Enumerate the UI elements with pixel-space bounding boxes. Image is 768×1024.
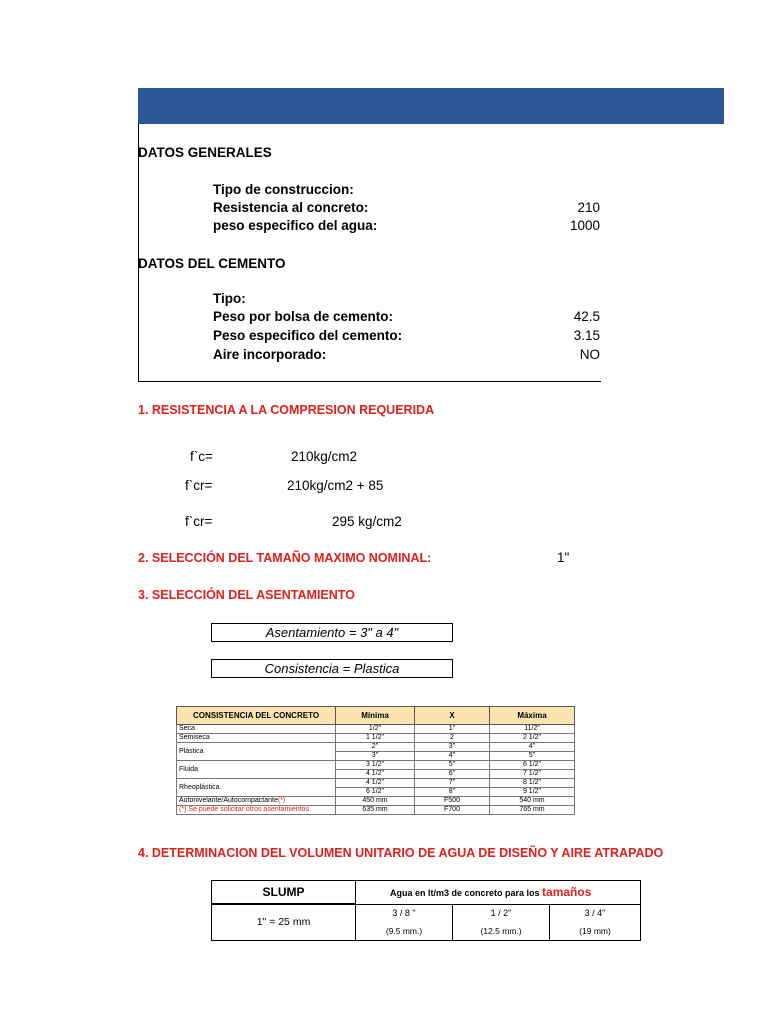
cement-heading: DATOS DEL CEMENTO <box>138 256 286 271</box>
cell: 7 1/2" <box>490 770 575 779</box>
table-row <box>177 797 575 806</box>
slump-value: 1" = 25 mm <box>212 904 356 940</box>
general-heading: DATOS GENERALES <box>138 145 272 160</box>
cell: 11/2" <box>490 725 575 734</box>
col-minima: Mínima <box>336 707 415 725</box>
slump-header: SLUMP <box>212 881 356 905</box>
cell-text: Autonivelante/Autocompactante <box>179 797 278 804</box>
cell: 1 1/2" <box>336 734 415 743</box>
general-label-tipo: Tipo de construccion: <box>213 182 354 197</box>
table-row <box>177 734 575 743</box>
cell: F700 <box>415 806 490 815</box>
cell: Fluida <box>177 761 336 779</box>
header-banner <box>138 88 724 124</box>
cell: 635 mm <box>336 806 415 815</box>
general-label-peso-agua: peso especifico del agua: <box>213 218 378 233</box>
cell: 765 mm <box>490 806 575 815</box>
cell: 2 <box>415 734 490 743</box>
cell: 4 1/2" <box>336 779 415 788</box>
fcr2-label: f`cr= <box>185 514 213 529</box>
cell: 3" <box>415 743 490 752</box>
col-mm: (9.5 mm.) <box>356 922 453 941</box>
cell: 6 1/2" <box>490 761 575 770</box>
col-consistencia: CONSISTENCIA DEL CONCRETO <box>177 707 336 725</box>
cement-value-peso-bolsa: 42.5 <box>573 309 600 324</box>
cell: 2" <box>336 743 415 752</box>
cell: 4" <box>490 743 575 752</box>
cell: 8 1/2" <box>490 779 575 788</box>
col-frac: 3 / 8 " <box>356 904 453 922</box>
table-row <box>212 904 641 922</box>
cell <box>177 797 336 806</box>
cement-value-aire: NO <box>579 347 600 362</box>
general-value-resistencia: 210 <box>577 200 600 215</box>
fc-label: f`c= <box>190 449 213 464</box>
table-row <box>177 743 575 752</box>
cell: 4 1/2" <box>336 770 415 779</box>
cell: 540 mm <box>490 797 575 806</box>
cell: 450 mm <box>336 797 415 806</box>
water-header-red: tamaños <box>542 885 592 900</box>
water-header <box>356 881 641 905</box>
cell: 6" <box>415 770 490 779</box>
cement-label-aire: Aire incorporado: <box>213 347 327 362</box>
cell: 6 1/2" <box>336 788 415 797</box>
cell: Rheoplástica <box>177 779 336 797</box>
cell: Plástica <box>177 743 336 761</box>
slump-table-clip <box>211 880 611 940</box>
data-frame <box>138 124 601 382</box>
cell: 3 1/2" <box>336 761 415 770</box>
col-frac: 3 / 4" <box>550 904 641 922</box>
note-cell: (*) Se puede solicitar otros asentamientos <box>177 806 336 815</box>
cell: 1/2" <box>336 725 415 734</box>
section4-title: 4. DETERMINACION DEL VOLUMEN UNITARIO DE AGUA DE DISEÑO Y AIRE ATRAPADO <box>138 846 664 860</box>
cell: 3" <box>336 752 415 761</box>
cell: 1" <box>415 725 490 734</box>
fcr2-value: 295 kg/cm2 <box>332 514 402 529</box>
cell: 8" <box>415 788 490 797</box>
cell: 5" <box>490 752 575 761</box>
table-header-row <box>177 707 575 725</box>
cement-label-tipo: Tipo: <box>213 291 246 306</box>
section1-title: 1. RESISTENCIA A LA COMPRESION REQUERIDA <box>138 403 435 417</box>
table-row <box>177 761 575 770</box>
cement-label-peso-especifico: Peso especifico del cemento: <box>213 328 403 343</box>
cell: F500 <box>415 797 490 806</box>
table-row <box>177 725 575 734</box>
col-mm: (12.5 mm.) <box>453 922 550 941</box>
table-row <box>177 779 575 788</box>
cement-label-peso-bolsa: Peso por bolsa de cemento: <box>213 309 394 324</box>
table-row <box>177 806 575 815</box>
cell: 5" <box>415 761 490 770</box>
cell: 7" <box>415 779 490 788</box>
general-value-peso-agua: 1000 <box>569 218 600 233</box>
table-row <box>212 881 641 905</box>
fc-value: 210kg/cm2 <box>291 449 358 464</box>
asentamiento-box: Asentamiento = 3" a 4" <box>211 623 453 642</box>
section2-value: 1" <box>557 550 570 565</box>
cement-value-peso-especifico: 3.15 <box>573 328 600 343</box>
cell: 2 1/2" <box>490 734 575 743</box>
col-frac: 1 / 2" <box>453 904 550 922</box>
general-label-resistencia: Resistencia al concreto: <box>213 200 369 215</box>
consistencia-box: Consistencia = Plastica <box>211 659 453 678</box>
col-x: X <box>415 707 490 725</box>
slump-table <box>211 880 641 941</box>
cell: 4" <box>415 752 490 761</box>
col-mm: (19 mm) <box>550 922 641 941</box>
fcr-label: f`cr= <box>185 478 213 493</box>
section3-title: 3. SELECCIÓN DEL ASENTAMIENTO <box>138 588 355 602</box>
cell: Seca <box>177 725 336 734</box>
water-header-text: Agua en lt/m3 de concreto para los <box>390 888 543 899</box>
cell: 9 1/2" <box>490 788 575 797</box>
asterisk-mark: (*) <box>277 797 286 804</box>
section2-title: 2. SELECCIÓN DEL TAMAÑO MAXIMO NOMINAL: <box>138 551 432 565</box>
fcr-value: 210kg/cm2 + 85 <box>287 478 384 493</box>
cell: Semiseca <box>177 734 336 743</box>
col-maxima: Máxima <box>490 707 575 725</box>
consistency-table <box>176 706 575 815</box>
